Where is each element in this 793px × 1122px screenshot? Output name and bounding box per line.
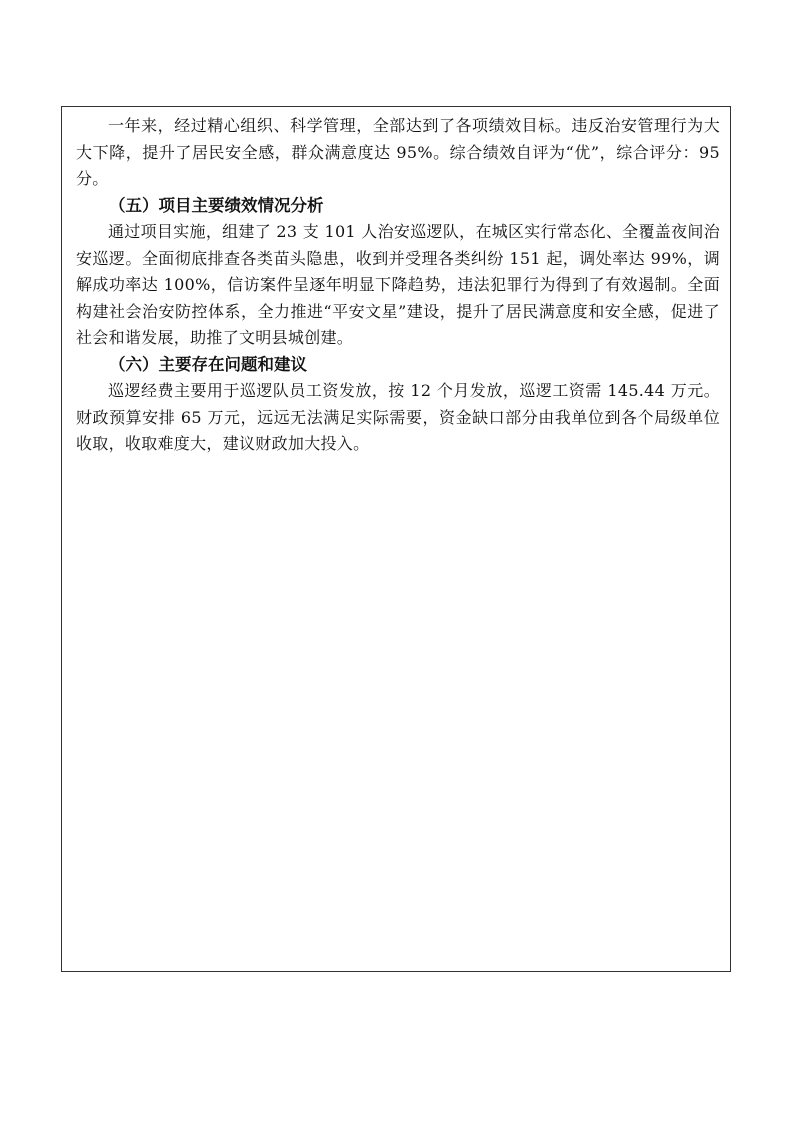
section-5-paragraph: 通过项目实施，组建了 23 支 101 人治安巡逻队，在城区实行常态化、全覆盖夜间治安巡逻。全面彻底排查各类苗头隐患，收到并受理各类纠纷 151 起，调处率达 99%，调解成功率达 100%，信访案件呈逐年明显下降趋势，违法犯罪行为得到了有效遏制。全面构建社会治安防控体系，全力推进“平安文星”建设，提升了居民满意度和安全感，促进了社会和谐发展，助推了文明县城创建。 — [76, 222, 720, 347]
section-5-heading: （五）项目主要绩效情况分析 — [109, 195, 324, 215]
document-frame — [61, 106, 731, 972]
summary-paragraph: 一年来，经过精心组织、科学管理，全部达到了各项绩效目标。违反治安管理行为大大下降，提升了居民安全感，群众满意度达 95%。综合绩效自评为“优”，综合评分：95 分。 — [76, 116, 720, 188]
section-6-heading: （六）主要存在问题和建议 — [109, 354, 307, 374]
document-content — [76, 113, 720, 458]
section-6-paragraph: 巡逻经费主要用于巡逻队员工资发放，按 12 个月发放，巡逻工资需 145.44 万元。财政预算安排 65 万元，远远无法满足实际需要，资金缺口部分由我单位到各个局级单位收取，收取难度大，建议财政加大投入。 — [76, 381, 720, 453]
